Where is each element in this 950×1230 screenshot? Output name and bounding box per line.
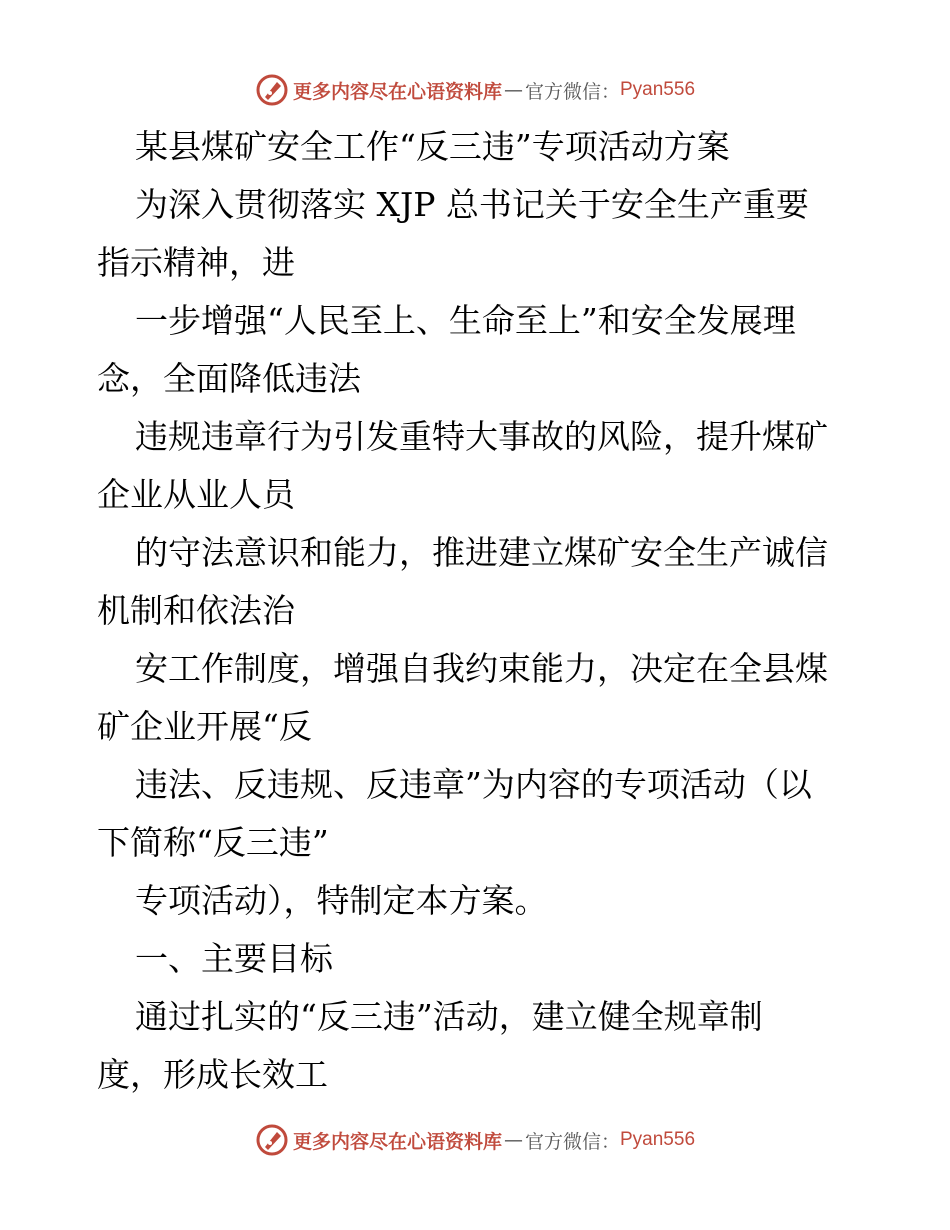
watermark-dash: —	[503, 1129, 523, 1151]
paragraph-line: 机制和依法治	[97, 591, 295, 630]
paragraph-line: 企业从业人员	[97, 475, 295, 514]
paragraph-line: 违法、反违规、反违章”为内容的专项活动（以	[135, 765, 812, 804]
watermark-id: Pyan556	[620, 1129, 696, 1150]
watermark-label: 官方微信：	[524, 1130, 620, 1153]
watermark-text: 更多内容尽在心语资料库	[292, 1130, 502, 1153]
paragraph-line: 专项活动），特制定本方案。	[135, 881, 548, 920]
watermark-label: 官方微信：	[524, 80, 620, 103]
document-title: 某县煤矿安全工作“反三违”专项活动方案	[135, 127, 730, 166]
paragraph-line: 安工作制度，增强自我约束能力，决定在全县煤	[135, 649, 828, 688]
section-heading: 一、主要目标	[135, 939, 333, 978]
paragraph-line: 度，形成长效工	[97, 1055, 328, 1094]
watermark-text: 更多内容尽在心语资料库	[292, 80, 502, 103]
paragraph-line: 通过扎实的“反三违”活动，建立健全规章制	[135, 997, 763, 1036]
watermark-header	[0, 70, 950, 110]
paragraph-line: 念，全面降低违法	[97, 359, 361, 398]
watermark-footer	[0, 1120, 950, 1160]
paragraph-line: 矿企业开展“反	[97, 707, 312, 746]
paragraph-line: 一步增强“人民至上、生命至上”和安全发展理	[135, 301, 796, 340]
watermark-id: Pyan556	[620, 79, 696, 100]
document-body	[97, 118, 857, 1104]
paragraph-line: 下简称“反三违”	[97, 823, 329, 862]
paragraph-line: 为深入贯彻落实 XJP 总书记关于安全生产重要	[135, 185, 809, 224]
paragraph-line: 指示精神，进	[97, 243, 295, 282]
pen-nib-logo-icon	[255, 73, 289, 107]
paragraph-line: 违规违章行为引发重特大事故的风险，提升煤矿	[135, 417, 828, 456]
pen-nib-logo-icon	[255, 1123, 289, 1157]
watermark-dash: —	[503, 79, 523, 101]
paragraph-line: 的守法意识和能力，推进建立煤矿安全生产诚信	[135, 533, 828, 572]
